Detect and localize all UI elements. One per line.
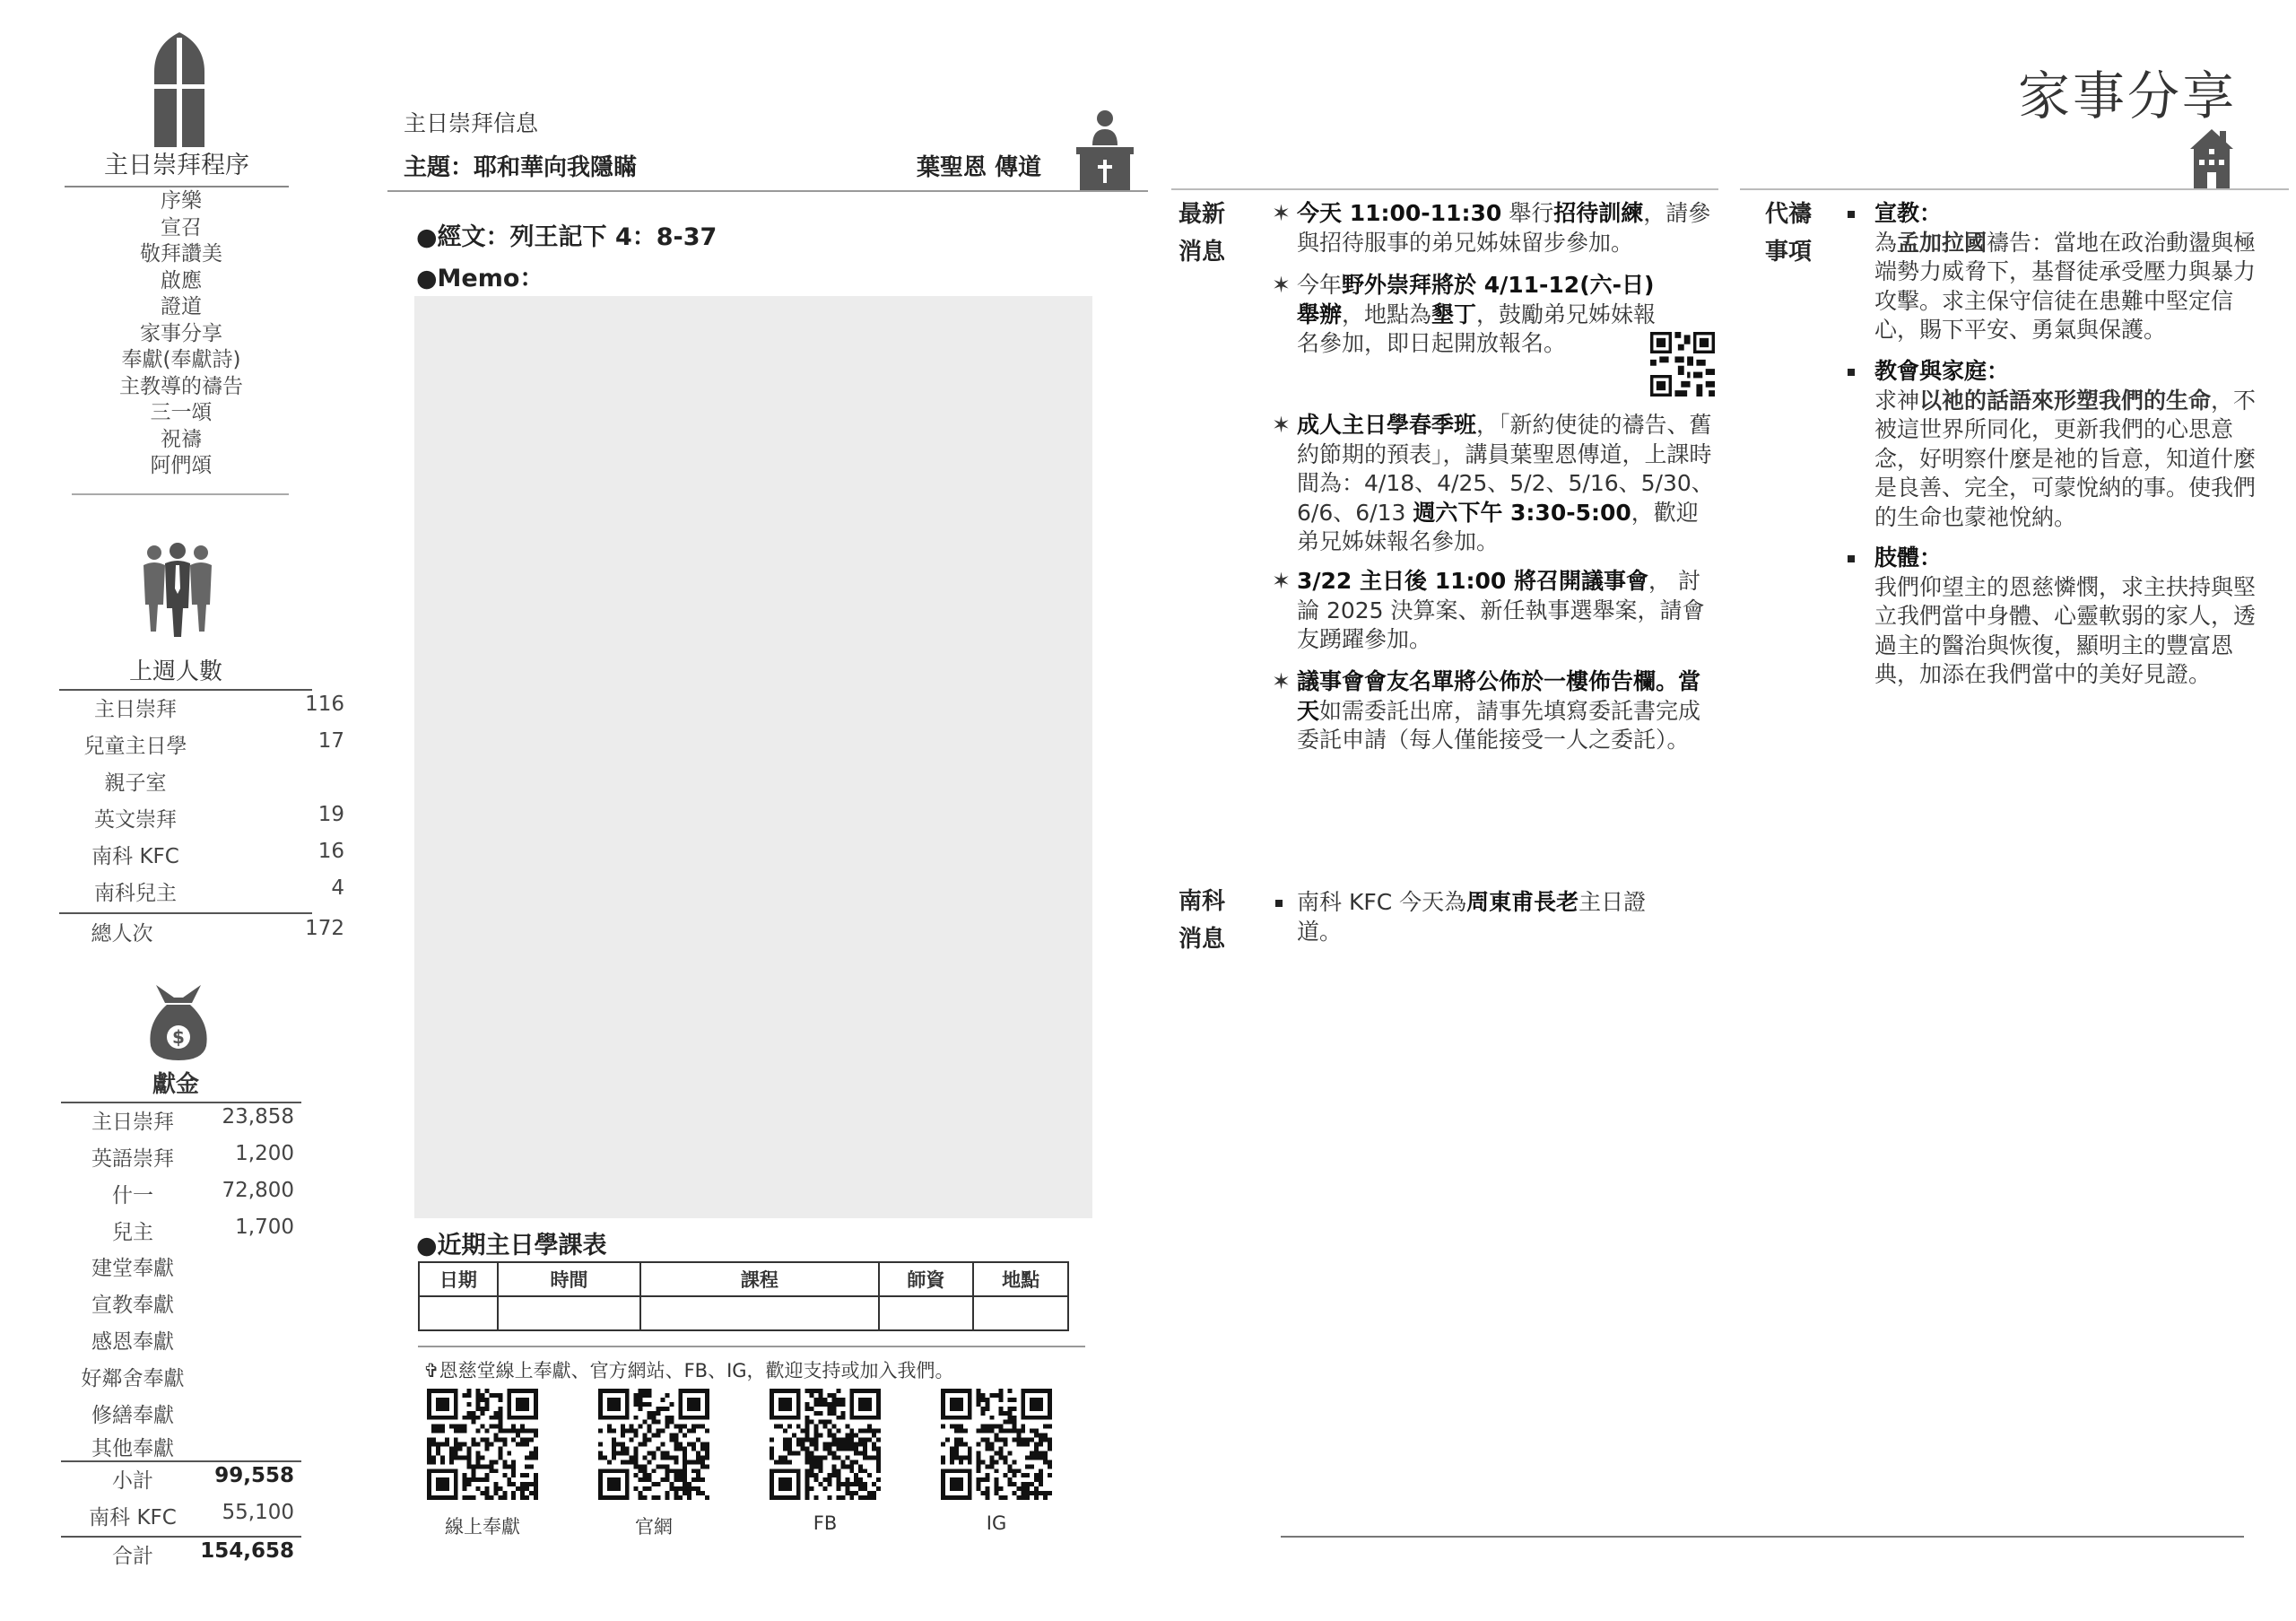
- divider: [61, 1460, 301, 1462]
- pulpit-icon: [1076, 109, 1134, 190]
- offering-kfc-label: 南科 KFC: [89, 1506, 177, 1529]
- offering-kfc-value: 55,100: [222, 1501, 294, 1524]
- star-bullet-icon: ✶: [1272, 272, 1291, 298]
- order-item: 主教導的禱告: [119, 374, 243, 398]
- south-news-item: [1272, 888, 1720, 946]
- order-item: 宣召: [161, 215, 202, 240]
- table-cell: [498, 1296, 641, 1330]
- svg-text:$: $: [172, 1026, 185, 1048]
- order-item: 敬拜讚美: [140, 242, 222, 266]
- offering-label: 修繕奉獻: [91, 1404, 174, 1427]
- offering-row: [61, 1325, 303, 1352]
- divider: [1281, 1536, 2244, 1538]
- prayer-item: [1848, 544, 2269, 690]
- offering-total-row: [61, 1539, 303, 1566]
- prayer-text: 求神以祂的話語來形塑我們的生命，不被這世界所同化，更新我們的心思意念，好明察什麼是祂的旨意，知道什麼是良善、完全，可蒙悅納的事。使我們的生命也蒙祂悅納。: [1874, 387, 2257, 530]
- table-header: 課程: [640, 1262, 878, 1296]
- news-text: 今天 11:00-11:30 舉行招待訓練，請參與招待服事的弟兄姊妹留步參加。: [1297, 200, 1711, 256]
- table-header: 時間: [498, 1262, 641, 1296]
- order-item: 證道: [161, 295, 202, 318]
- qr-code-icon[interactable]: [770, 1389, 881, 1500]
- qr-caption: 線上奉獻: [445, 1516, 520, 1538]
- attendance-value: 4: [331, 876, 344, 900]
- attendance-value: 19: [317, 803, 344, 826]
- attendance-label: 英文崇拜: [94, 808, 177, 832]
- offering-row: [61, 1432, 303, 1459]
- news-item: [1272, 667, 1720, 755]
- offering-row: [61, 1142, 303, 1169]
- divider: [65, 186, 289, 187]
- offering-label: 宣教奉獻: [91, 1294, 174, 1317]
- bullet-icon: [1848, 555, 1855, 562]
- attendance-total-row: [59, 917, 344, 946]
- table-header: 地點: [973, 1262, 1068, 1296]
- news-text: 議事會會友名單將公佈於一樓佈告欄。當天如需委託出席，請事先填寫委託書完成委託申請（每人僅能接受一人之委託）。: [1297, 668, 1701, 753]
- offering-label: 感恩奉獻: [91, 1330, 174, 1354]
- news-label: 最新 消息: [1178, 201, 1226, 266]
- order-item: 三一頌: [150, 401, 213, 424]
- offering-row: [61, 1251, 303, 1278]
- attendance-value: 116: [305, 693, 344, 716]
- divider: [61, 1536, 301, 1538]
- qr-code-icon[interactable]: [941, 1389, 1052, 1500]
- sunday-school-title: ●近期主日學課表: [416, 1232, 607, 1259]
- qr-caption: 官網: [635, 1516, 673, 1538]
- news-text: 成人主日學春季班，「新約使徒的禱告、舊約節期的預表」，講員葉聖恩傳道，上課時間為：4/18、4/25、5/2、5/16、5/30、6/6、6/13 週六下午 3:30-5:00，歡迎弟兄姊妹報名參加。: [1297, 412, 1714, 554]
- order-item: 奉獻(奉獻詩): [121, 348, 241, 371]
- offering-row: [61, 1362, 303, 1389]
- attendance-row: [59, 803, 344, 832]
- order-item: 阿們頌: [150, 454, 213, 477]
- offering-row: [61, 1179, 303, 1206]
- people-icon: [142, 542, 213, 637]
- memo-label: ●Memo：: [416, 265, 544, 292]
- scripture-reference: ●經文：列王記下 4：8-37: [416, 223, 718, 251]
- offering-value: 72,800: [222, 1179, 294, 1202]
- divider: [59, 912, 312, 914]
- order-item: 祝禱: [161, 427, 202, 451]
- divider: [1740, 188, 2289, 190]
- offering-label: 英語崇拜: [91, 1147, 174, 1171]
- offering-row: [61, 1105, 303, 1132]
- south-news-label: 南科 消息: [1178, 888, 1226, 953]
- table-cell: [419, 1296, 498, 1330]
- bullet-icon: [1848, 211, 1855, 218]
- attendance-total-value: 172: [305, 917, 344, 940]
- page-title: 家事分享: [2018, 65, 2238, 126]
- attendance-value: 17: [317, 729, 344, 753]
- order-item: 家事分享: [140, 321, 222, 345]
- news-item: [1272, 567, 1720, 655]
- star-bullet-icon: ✶: [1272, 668, 1291, 694]
- offering-subtotal-value: 99,558: [214, 1464, 294, 1487]
- offering-value: 23,858: [222, 1105, 294, 1129]
- attendance-label: 主日崇拜: [94, 698, 177, 721]
- divider: [418, 1346, 1085, 1347]
- prayer-label: 代禱 事項: [1765, 201, 1813, 266]
- attendance-label: 兒童主日學: [83, 735, 187, 758]
- offering-subtotal-label: 小計: [112, 1469, 153, 1493]
- offering-row: [61, 1399, 303, 1425]
- prayer-heading: 教會與家庭：: [1874, 358, 2010, 384]
- church-window-icon: [154, 32, 204, 147]
- offering-kfc-row: [61, 1501, 303, 1528]
- offering-label: 其他奉獻: [91, 1437, 174, 1460]
- memo-area[interactable]: [414, 296, 1092, 1218]
- prayer-text: 我們仰望主的恩慈憐憫，求主扶持與堅立我們當中身體、心靈軟弱的家人，透過主的醫治與恢復，顯明主的豐富恩典，加添在我們當中的美好見證。: [1874, 573, 2257, 687]
- divider: [1171, 188, 1718, 190]
- table-header: 師資: [879, 1262, 974, 1296]
- money-bag-icon: [147, 983, 210, 1062]
- message-label: 主日崇拜信息: [404, 110, 539, 136]
- bullet-icon: [1275, 900, 1283, 907]
- offering-value: 1,700: [235, 1216, 294, 1239]
- preacher-name: 葉聖恩 傳道: [917, 154, 1042, 181]
- offering-total-label: 合計: [112, 1545, 153, 1568]
- news-text: 今年野外崇拜將於 4/11-12(六-日)舉辦，地點為墾丁，鼓勵弟兄姊妹報名參加，即日起開放報名。: [1297, 272, 1657, 356]
- sermon-theme: 主題：耶和華向我隱瞞: [404, 154, 638, 181]
- divider: [59, 689, 312, 691]
- order-title: 主日崇拜程序: [104, 152, 249, 179]
- order-item: 啟應: [161, 268, 202, 292]
- offering-row: [61, 1288, 303, 1315]
- prayer-heading: 宣教：: [1874, 200, 1943, 226]
- table-cell: [640, 1296, 878, 1330]
- attendance-row: [59, 729, 344, 758]
- attendance-row: [59, 766, 312, 793]
- table-header: 日期: [419, 1262, 498, 1296]
- divider: [72, 493, 289, 495]
- attendance-label: 南科兒主: [94, 882, 177, 905]
- qr-code-icon: [1650, 332, 1715, 397]
- qr-caption: FB: [813, 1512, 838, 1534]
- offering-total-value: 154,658: [200, 1539, 294, 1563]
- offering-row: [61, 1216, 303, 1242]
- divider: [61, 1102, 301, 1103]
- qr-code-icon[interactable]: [427, 1389, 538, 1500]
- order-item: 序樂: [161, 189, 202, 213]
- news-text: 3/22 主日後 11:00 將召開議事會， 討論 2025 決算案、新任執事選舉案，請會友踴躍參加。: [1297, 568, 1705, 652]
- attendance-row: [59, 840, 344, 868]
- south-news-text: 南科 KFC 今天為周東甫長老主日證道。: [1297, 889, 1647, 945]
- attendance-label: 南科 KFC: [91, 845, 179, 868]
- bullet-icon: [1848, 369, 1855, 376]
- attendance-total-label: 總人次: [91, 922, 153, 946]
- prayer-text: 為孟加拉國禱告：當地在政治動盪與極端勢力威脅下，基督徒承受壓力與暴力攻擊。求主保守信徒在患難中堅定信心，賜下平安、勇氣與保護。: [1874, 229, 2257, 343]
- offering-label: 什一: [112, 1184, 153, 1207]
- house-icon: [2190, 127, 2233, 190]
- sunday-school-table: [418, 1261, 1069, 1331]
- offering-label: 主日崇拜: [91, 1111, 174, 1134]
- offering-title: 獻金: [152, 1071, 199, 1098]
- star-bullet-icon: ✶: [1272, 200, 1291, 226]
- prayer-heading: 肢體：: [1874, 545, 1943, 571]
- offering-label: 好鄰舍奉獻: [81, 1367, 185, 1390]
- qr-code-icon[interactable]: [598, 1389, 709, 1500]
- offering-label: 兒主: [112, 1221, 153, 1244]
- offering-value: 1,200: [235, 1142, 294, 1165]
- offering-label: 建堂奉獻: [91, 1257, 174, 1280]
- table-cell: [879, 1296, 974, 1330]
- news-item: [1272, 411, 1720, 557]
- order-list: [65, 188, 298, 480]
- news-item: [1272, 199, 1720, 257]
- prayer-item: [1848, 199, 2269, 345]
- attendance-title: 上週人數: [128, 658, 222, 685]
- attendance-label: 親子室: [104, 771, 167, 795]
- divider: [387, 190, 1148, 192]
- star-bullet-icon: ✶: [1272, 412, 1291, 438]
- star-bullet-icon: ✶: [1272, 568, 1291, 594]
- attendance-row: [59, 876, 344, 905]
- table-cell: [973, 1296, 1068, 1330]
- qr-caption: IG: [986, 1512, 1007, 1534]
- online-note: ✞恩慈堂線上奉獻、官方網站、FB、IG，歡迎支持或加入我們。: [423, 1360, 954, 1381]
- attendance-row: [59, 693, 344, 721]
- prayer-item: [1848, 357, 2269, 532]
- offering-subtotal-row: [61, 1464, 303, 1491]
- attendance-value: 16: [317, 840, 344, 863]
